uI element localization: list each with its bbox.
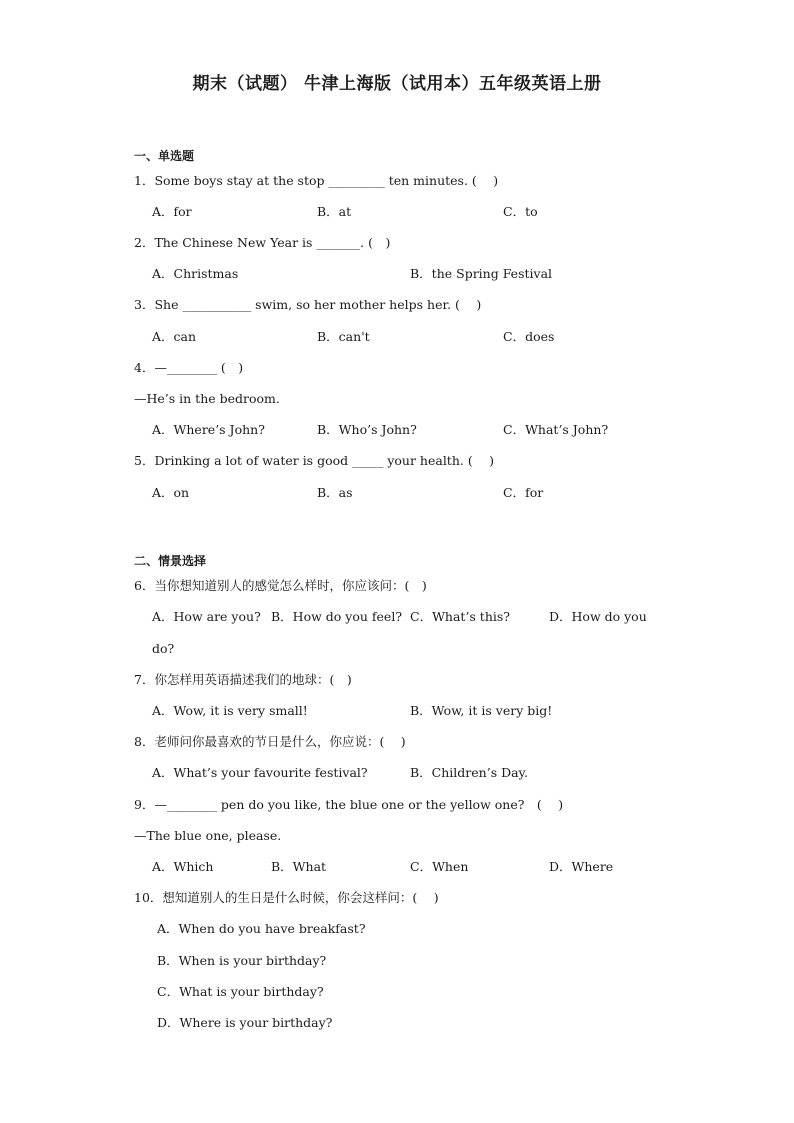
q10-option-a[interactable]: A．When do you have breakfast? [157, 921, 366, 936]
question-7: 7．你怎样用英语描述我们的地球：( ) [134, 672, 352, 687]
question-10: 10．想知道别人的生日是什么时候，你会这样问：( ) [134, 890, 439, 905]
question-6: 6．当你想知道别人的感觉怎么样时，你应该问：( ) [134, 578, 427, 593]
question-9: 9．—________ pen do you like, the blue one or the yellow one? ( ) [134, 797, 564, 812]
q9-option-a[interactable]: A．Which [152, 859, 214, 874]
q4-option-b[interactable]: B．Who’s John? [317, 422, 417, 437]
q9-option-b[interactable]: B．What [271, 859, 327, 874]
q10-option-b[interactable]: B．When is your birthday? [157, 953, 327, 968]
page-title: 期末（试题） 牛津上海版（试用本）五年级英语上册 [192, 74, 602, 94]
q5-option-b[interactable]: B．as [317, 485, 353, 500]
q10-option-c[interactable]: C．What is your birthday? [157, 984, 324, 999]
q9-option-d[interactable]: D．Where [549, 859, 614, 874]
q7-option-b[interactable]: B．Wow, it is very big! [410, 703, 553, 718]
q4-dialogue-reply: —He’s in the bedroom. [134, 391, 280, 406]
q5-option-a[interactable]: A．on [152, 485, 190, 500]
q3-option-b[interactable]: B．can't [317, 329, 370, 344]
q4-option-c[interactable]: C．What’s John? [503, 422, 609, 437]
q9-dialogue-reply: —The blue one, please. [134, 828, 282, 843]
q5-option-c[interactable]: C．for [503, 485, 544, 500]
q8-option-a[interactable]: A．What’s your favourite festival? [152, 765, 368, 780]
q10-option-d[interactable]: D．Where is your birthday? [157, 1015, 333, 1030]
section-heading-situational-choice: 二、情景选择 [134, 554, 207, 568]
question-5: 5．Drinking a lot of water is good _____ your health. ( ) [134, 453, 495, 468]
q2-option-b[interactable]: B．the Spring Festival [410, 266, 553, 281]
q6-option-a[interactable]: A．How are you? [152, 609, 261, 624]
question-2: 2．The Chinese New Year is _______. ( ) [134, 235, 391, 250]
q6-option-d-continued[interactable]: do? [152, 641, 175, 656]
question-8: 8．老师问你最喜欢的节日是什么，你应说：( ) [134, 734, 406, 749]
q1-option-a[interactable]: A．for [152, 204, 192, 219]
q6-option-d[interactable]: D．How do you [549, 609, 647, 624]
section-heading-single-choice: 一、单选题 [134, 149, 195, 163]
question-4: 4．—________ ( ) [134, 360, 244, 375]
q1-option-b[interactable]: B．at [317, 204, 352, 219]
q7-option-a[interactable]: A．Wow, it is very small! [152, 703, 308, 718]
q6-option-c[interactable]: C．What’s this? [410, 609, 510, 624]
q9-option-c[interactable]: C．When [410, 859, 469, 874]
q6-option-b[interactable]: B．How do you feel? [271, 609, 403, 624]
q2-option-a[interactable]: A．Christmas [152, 266, 239, 281]
q8-option-b[interactable]: B．Children’s Day. [410, 765, 528, 780]
q1-option-c[interactable]: C．to [503, 204, 538, 219]
q4-option-a[interactable]: A．Where’s John? [152, 422, 265, 437]
q3-option-c[interactable]: C．does [503, 329, 555, 344]
question-3: 3．She ___________ swim, so her mother helps her. ( ) [134, 297, 482, 312]
q3-option-a[interactable]: A．can [152, 329, 197, 344]
question-1: 1．Some boys stay at the stop _________ ten minutes. ( ) [134, 173, 499, 188]
